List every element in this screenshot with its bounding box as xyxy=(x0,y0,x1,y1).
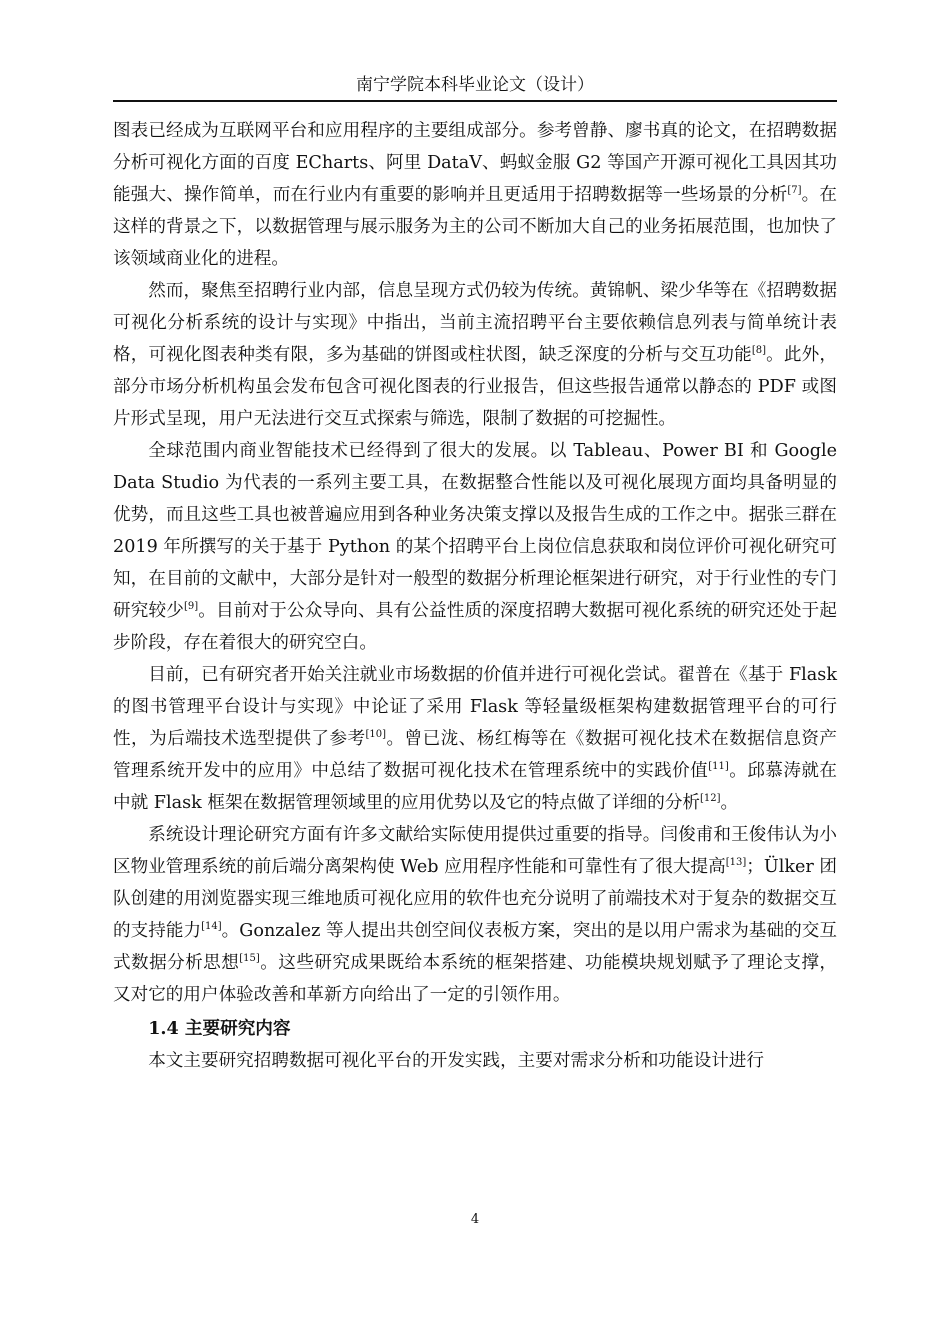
paragraph xyxy=(113,659,837,819)
text-run: 。这些研究成果既给本系统的框架搭建、功能模块规划赋予了理论支撑，又对它的用户体验改善和革新方向给出了一定的引领作用。 xyxy=(113,953,837,1005)
page-number: 4 xyxy=(470,1212,480,1227)
text-run: 图表已经成为互联网平台和应用程序的主要组成部分。参考曾静、廖书真的论文，在招聘数据分析可视化方面的百度 ECharts、阿里 DataV、蚂蚁金服 G2 等国产开源可视化工具因其功能强大、操作简单，而在行业内有重要的影响并且更适用于招聘数据等一些场景的分析 xyxy=(113,121,837,205)
paragraph xyxy=(113,115,837,275)
citation-marker: [13] xyxy=(725,857,747,869)
citation-marker: [7] xyxy=(787,185,802,197)
text-run: 。邱慕涛就在中就 Flask 框架在数据管理领域里的应用优势以及它的特点做了详细的分析 xyxy=(113,761,837,813)
page-body xyxy=(113,115,837,1077)
header-rule xyxy=(113,100,837,102)
citation-marker: [15] xyxy=(239,953,260,965)
text-run: 。Gonzalez 等人提出共创空间仪表板方案，突出的是以用户需求为基础的交互式数据分析思想 xyxy=(113,921,837,973)
paragraph xyxy=(113,275,837,435)
text-run: 目前，已有研究者开始关注就业市场数据的价值并进行可视化尝试。翟普在《基于 Flask 的图书管理平台设计与实现》中论证了采用 Flask 等轻量级框架构建数据管理平台的可行性，为后端技术选型提供了参考 xyxy=(113,665,837,749)
text-run: 。此外，部分市场分析机构虽会发布包含可视化图表的行业报告，但这些报告通常以静态的 PDF 或图片形式呈现，用户无法进行交互式探索与筛选，限制了数据的可挖掘性。 xyxy=(113,345,837,429)
citation-marker: [11] xyxy=(708,761,729,773)
text-run: 全球范围内商业智能技术已经得到了很大的发展。以 Tableau、Power BI 和 Google Data Studio 为代表的一系列主要工具，在数据整合性能以及可视化展现方面均具备明显的优势，而且这些工具也被普遍应用到各种业务决策支撑以及报告生成的工作之中。据张三群在 2019 年所撰写的关于基于 Python 的某个招聘平台上岗位信息获取和岗位评价可视化研究可知，在目前的文献中，大部分是针对一般型的数据分析理论框架进行研究，对于行业性的专门研究较少 xyxy=(113,441,837,621)
paragraph xyxy=(113,1045,837,1077)
text-run: 。在这样的背景之下，以数据管理与展示服务为主的公司不断加大自己的业务拓展范围，也加快了该领域商业化的进程。 xyxy=(113,185,837,269)
text-run: 。 xyxy=(720,793,739,813)
text-run: 。曾已泷、杨红梅等在《数据可视化技术在数据信息资产管理系统开发中的应用》中总结了数据可视化技术在管理系统中的实践价值 xyxy=(113,729,837,781)
running-header: 南宁学院本科毕业论文（设计） xyxy=(356,75,594,95)
text-run: 。目前对于公众导向、具有公益性质的深度招聘大数据可视化系统的研究还处于起步阶段，存在着很大的研究空白。 xyxy=(113,601,837,653)
citation-marker: [8] xyxy=(751,345,766,357)
text-run: 然而，聚焦至招聘行业内部，信息呈现方式仍较为传统。黄锦帆、梁少华等在《招聘数据可视化分析系统的设计与实现》中指出，当前主流招聘平台主要依赖信息列表与简单统计表格，可视化图表种类有限，多为基础的饼图或柱状图，缺乏深度的分析与交互功能 xyxy=(113,281,837,365)
citation-marker: [14] xyxy=(201,921,222,933)
text-run: 本文主要研究招聘数据可视化平台的开发实践，主要对需求分析和功能设计进行 xyxy=(148,1051,764,1071)
paragraph xyxy=(113,435,837,659)
citation-marker: [10] xyxy=(365,729,387,741)
section-heading: 1.4 主要研究内容 xyxy=(148,1018,291,1039)
text-run: 系统设计理论研究方面有许多文献给实际使用提供过重要的指导。闫俊甫和王俊伟认为小区物业管理系统的前后端分离架构使 Web 应用程序性能和可靠性有了很大提高 xyxy=(113,825,837,877)
citation-marker: [9] xyxy=(183,601,199,613)
paragraph xyxy=(113,819,837,1011)
text-run: ；Ülker 团队创建的用浏览器实现三维地质可视化应用的软件也充分说明了前端技术对于复杂的数据交互的支持能力 xyxy=(113,857,838,941)
citation-marker: [12] xyxy=(700,793,721,805)
